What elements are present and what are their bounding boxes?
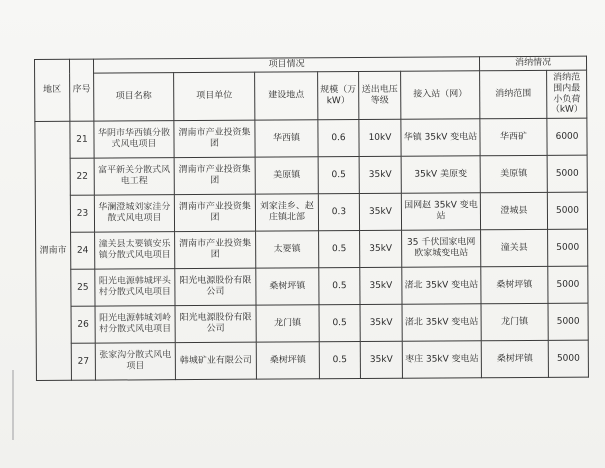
cell-unit: 阳光电源股份有限公司 <box>175 268 256 305</box>
cell-seq: 21 <box>70 121 94 158</box>
cell-site: 太要镇 <box>256 231 319 268</box>
column-header-row <box>35 70 587 121</box>
table-row <box>35 118 587 158</box>
cell-absorption-range: 潼关县 <box>481 229 548 266</box>
cell-unit: 渭南市产业投资集团 <box>174 194 255 231</box>
cell-min-load: 6000 <box>547 118 587 155</box>
cell-scale: 0.5 <box>318 157 359 194</box>
column-header-voltage: 送出电压等级 <box>359 71 401 119</box>
cell-voltage: 35kV <box>359 156 401 193</box>
cell-unit: 韩城矿业有限公司 <box>175 342 256 379</box>
cell-access-station: 35kV 美原变 <box>401 156 480 193</box>
cell-site: 桑树坪镇 <box>256 342 319 379</box>
cell-project-name: 华澜澄城刘家洼分散式风电项目 <box>94 195 174 232</box>
cell-absorption-range: 龙门镇 <box>481 303 548 340</box>
column-header-scale: 规模（万kW） <box>318 72 359 120</box>
cell-project-name: 阳光电源韩城刘岭村分散式风电项目 <box>95 306 175 343</box>
cell-voltage: 10kV <box>359 119 401 156</box>
cell-scale: 0.3 <box>318 194 359 231</box>
cell-seq: 23 <box>70 195 94 232</box>
cell-access-station: 枣庄 35kV 变电站 <box>402 341 481 378</box>
cell-site: 龙门镇 <box>256 305 319 342</box>
cell-unit: 渭南市产业投资集团 <box>174 157 255 194</box>
table-row <box>36 340 588 380</box>
scan-margin-bar <box>12 370 14 440</box>
cell-absorption-range: 美原镇 <box>480 155 547 192</box>
cell-absorption-range: 桑树坪镇 <box>481 340 548 377</box>
cell-min-load: 5000 <box>547 155 587 192</box>
column-header-region: 地区 <box>35 59 70 121</box>
cell-scale: 0.5 <box>319 342 360 379</box>
table-row <box>35 192 587 232</box>
cell-absorption-range: 桑树坪镇 <box>481 266 548 303</box>
table-row <box>36 266 588 306</box>
cell-seq: 22 <box>70 158 94 195</box>
cell-seq: 27 <box>71 343 95 380</box>
cell-scale: 0.6 <box>318 120 359 157</box>
cell-project-name: 张家沟分散式风电项目 <box>95 343 175 380</box>
cell-seq: 25 <box>71 269 95 306</box>
group-header-absorption-info: 消纳情况 <box>480 56 587 71</box>
cell-min-load: 5000 <box>548 229 588 266</box>
cell-min-load: 5000 <box>547 192 587 229</box>
group-header-project-info: 项目情况 <box>94 57 480 73</box>
table-sheet <box>34 56 588 381</box>
cell-project-name: 阳光电源韩城坪头村分散式风电项目 <box>95 269 175 306</box>
cell-access-station: 渚北 35kV 变电站 <box>402 267 481 304</box>
cell-site: 美原镇 <box>255 157 318 194</box>
cell-seq: 26 <box>71 306 95 343</box>
cell-voltage: 35kV <box>360 304 402 341</box>
cell-scale: 0.5 <box>319 268 360 305</box>
column-header-min-load: 消纳范围内最小负荷（kW） <box>547 70 587 118</box>
cell-min-load: 5000 <box>548 340 588 377</box>
column-header-access-station: 接入站（网） <box>401 71 480 119</box>
cell-site: 桑树坪镇 <box>256 268 319 305</box>
cell-absorption-range: 澄城县 <box>480 192 547 229</box>
cell-scale: 0.5 <box>319 231 360 268</box>
cell-unit: 渭南市产业投资集团 <box>174 120 255 157</box>
cell-project-name: 富平新关分散式风电工程 <box>94 158 174 195</box>
cell-min-load: 5000 <box>548 303 588 340</box>
cell-voltage: 35kV <box>360 341 402 378</box>
cell-unit: 渭南市产业投资集团 <box>175 231 256 268</box>
cell-voltage: 35kV <box>359 193 401 230</box>
column-header-seq: 序号 <box>70 59 94 121</box>
table-row <box>36 303 588 343</box>
cell-unit: 阳光电源股份有限公司 <box>175 305 256 342</box>
cell-site: 华西镇 <box>255 120 318 157</box>
cell-min-load: 5000 <box>548 266 588 303</box>
scan-margin-strip <box>0 220 22 450</box>
region-cell: 渭南市 <box>35 121 72 380</box>
cell-access-station: 华镇 35kV 变电站 <box>401 119 480 156</box>
cell-access-station: 35 千伏国家电网欧家城变电站 <box>402 230 481 267</box>
table-row <box>35 155 587 195</box>
cell-absorption-range: 华西矿 <box>480 118 547 155</box>
cell-project-name: 潼关县太要镇安乐镇分散式风电项目 <box>95 232 175 269</box>
column-header-unit: 项目单位 <box>174 72 255 120</box>
cell-scale: 0.5 <box>319 305 360 342</box>
column-header-site: 建设地点 <box>255 72 318 120</box>
cell-voltage: 35kV <box>360 267 402 304</box>
cell-voltage: 35kV <box>360 230 402 267</box>
cell-access-station: 国网赵 35kV 变电站 <box>401 193 480 230</box>
column-header-absorption-range: 消纳范围 <box>480 70 547 118</box>
column-header-project-name: 项目名称 <box>94 73 174 121</box>
table-row <box>36 229 588 269</box>
cell-access-station: 渚北 35kV 变电站 <box>402 304 481 341</box>
cell-site: 刘家洼乡、赵庄镇北部 <box>255 194 318 231</box>
project-table <box>34 56 589 381</box>
cell-seq: 24 <box>71 232 95 269</box>
cell-project-name: 华阴市华西镇分散式风电项目 <box>94 121 174 158</box>
